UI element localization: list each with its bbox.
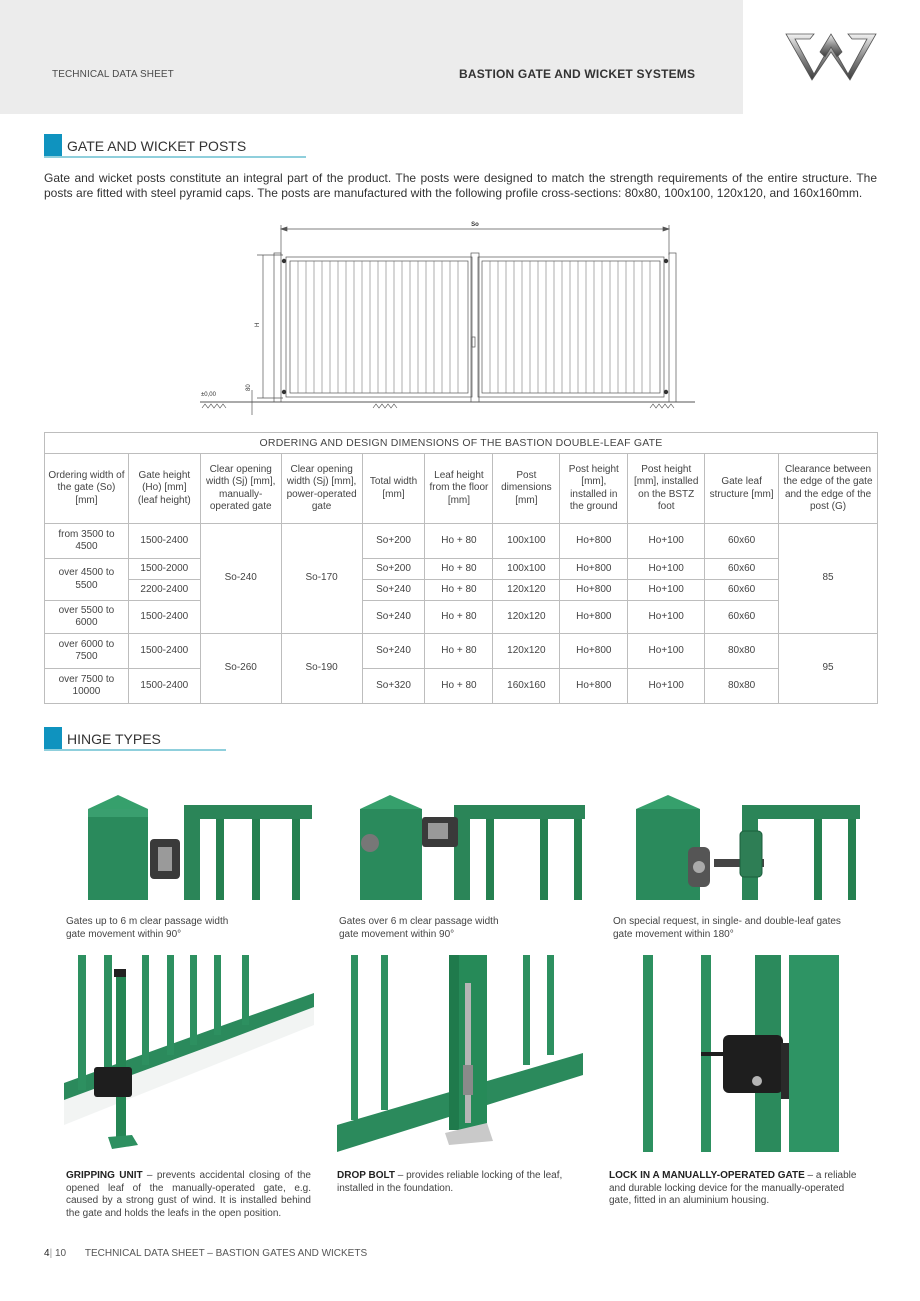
cell-leaf-height: Ho + 80 [425, 580, 493, 601]
cell-clear-opening-manual: So-260 [200, 634, 281, 704]
cell-ordering-width: from 3500 to 4500 [45, 524, 129, 559]
column-header: Clear opening width (Sj) [mm], power-operated gate [281, 454, 362, 524]
drop-bolt-photo [337, 955, 583, 1152]
cell-leaf-height: Ho + 80 [425, 559, 493, 580]
caption-line: Gates up to 6 m clear passage width [66, 916, 229, 927]
section-title-text: HINGE TYPES [67, 731, 161, 747]
cell-post-height-foot: Ho+100 [628, 559, 705, 580]
table-row [45, 559, 878, 580]
hinge-caption-1 [66, 916, 228, 941]
caption-line: gate movement within 90° [339, 928, 455, 940]
cell-gate-height: 1500-2000 [128, 559, 200, 580]
column-header: Ordering width of the gate (So) [mm] [45, 454, 129, 524]
column-header: Post height [mm], installed on the BSTZ foot [628, 454, 705, 524]
w-logo-icon [784, 30, 878, 82]
cell-leaf-structure: 60x60 [705, 559, 779, 580]
gate-lock-photo [635, 955, 845, 1152]
cell-post-height-ground: Ho+800 [560, 601, 628, 634]
drawing-height-label: H [255, 322, 261, 327]
section-accent-bar [44, 134, 62, 156]
caption-line: On special request, in single- and double-leaf gates [613, 916, 841, 927]
cell-ordering-width: over 5500 to 6000 [45, 601, 129, 634]
caption-line: gate movement within 90° [66, 928, 182, 940]
cell-post-dimensions: 120x120 [493, 580, 560, 601]
dimensions-table [44, 432, 878, 704]
table-row [45, 524, 878, 559]
cell-post-dimensions: 120x120 [493, 601, 560, 634]
gate-lock-description [609, 1170, 859, 1208]
accessory-text: – a reliable and durable locking device for the manually-operated gate, fitted in an aluminium housing. [609, 1170, 857, 1206]
page-footer [44, 1248, 367, 1259]
cell-ordering-width: over 6000 to 7500 [45, 634, 129, 669]
column-header: Clear opening width (Sj) [mm], manually-operated gate [200, 454, 281, 524]
gripping-unit-description [66, 1170, 311, 1220]
cell-leaf-structure: 80x80 [705, 634, 779, 669]
cell-leaf-structure: 60x60 [705, 601, 779, 634]
hinge-caption-2 [339, 916, 499, 941]
drawing-width-label: So [471, 222, 479, 228]
hinge-photo-90-large [340, 795, 585, 900]
header-doc-type: TECHNICAL DATA SHEET [52, 69, 174, 80]
hinge-caption-3 [613, 916, 841, 941]
cell-post-height-ground: Ho+800 [560, 559, 628, 580]
accessory-name: GRIPPING UNIT [66, 1170, 143, 1181]
cell-post-height-ground: Ho+800 [560, 580, 628, 601]
cell-clearance: 95 [779, 634, 878, 704]
cell-leaf-structure: 60x60 [705, 580, 779, 601]
cell-leaf-height: Ho + 80 [425, 601, 493, 634]
page-total: 10 [54, 1248, 67, 1259]
posts-intro-paragraph: Gate and wicket posts constitute an integral part of the product. The posts were designed to match the strength requirements of the entire structure. The posts are fitted with steel pyramid caps. The posts are manufactured with the following profile cross-sections: 80x80, 100x100, 120x120, and 160x160mm. [44, 171, 877, 200]
cell-post-dimensions: 120x120 [493, 634, 560, 669]
drawing-gap-label: 80 [246, 384, 252, 391]
header-title: BASTION GATE AND WICKET SYSTEMS [459, 67, 696, 81]
cell-total-width: So+320 [362, 669, 425, 704]
cell-clearance: 85 [779, 524, 878, 634]
column-header: Post height [mm], installed in the ground [560, 454, 628, 524]
section-title-text: GATE AND WICKET POSTS [67, 138, 247, 154]
cell-gate-height: 1500-2400 [128, 524, 200, 559]
accessory-name: DROP BOLT [337, 1170, 395, 1181]
caption-line: Gates over 6 m clear passage width [339, 916, 499, 927]
cell-post-height-foot: Ho+100 [628, 524, 705, 559]
cell-post-height-foot: Ho+100 [628, 634, 705, 669]
cell-clear-opening-power: So-190 [281, 634, 362, 704]
table-row [45, 669, 878, 704]
accessory-text: – provides reliable locking of the leaf, installed in the foundation. [337, 1170, 563, 1194]
section-underline [44, 749, 226, 751]
cell-total-width: So+240 [362, 634, 425, 669]
gripping-unit-photo [64, 955, 314, 1152]
cell-post-height-ground: Ho+800 [560, 524, 628, 559]
column-header: Clearance between the edge of the gate and the edge of the post (G) [779, 454, 878, 524]
cell-leaf-height: Ho + 80 [425, 669, 493, 704]
cell-post-height-foot: Ho+100 [628, 580, 705, 601]
cell-post-height-ground: Ho+800 [560, 669, 628, 704]
column-header: Leaf height from the floor [mm] [425, 454, 493, 524]
cell-clear-opening-power: So-170 [281, 524, 362, 634]
cell-leaf-structure: 80x80 [705, 669, 779, 704]
drop-bolt-description [337, 1170, 577, 1195]
cell-total-width: So+240 [362, 580, 425, 601]
drawing-level-label: ±0,00 [201, 392, 216, 398]
accessory-text: – prevents accidental closing of the opened leaf of the manually-operated gate, e.g. caused by a strong gust of wind. It is installed behind the gate and holds the leafs in the open position. [66, 1170, 311, 1219]
header-band [0, 0, 743, 114]
page-separator: | [49, 1248, 53, 1259]
footer-title: TECHNICAL DATA SHEET – BASTION GATES AND WICKETS [84, 1248, 368, 1259]
cell-post-height-foot: Ho+100 [628, 669, 705, 704]
cell-gate-height: 1500-2400 [128, 634, 200, 669]
section-underline [44, 156, 306, 158]
cell-clear-opening-manual: So-240 [200, 524, 281, 634]
section-title-hinges [44, 727, 226, 751]
table-row [45, 580, 878, 601]
cell-gate-height: 1500-2400 [128, 601, 200, 634]
cell-post-dimensions: 160x160 [493, 669, 560, 704]
cell-leaf-height: Ho + 80 [425, 634, 493, 669]
column-header: Post dimensions [mm] [493, 454, 560, 524]
cell-total-width: So+200 [362, 559, 425, 580]
cell-ordering-width: over 4500 to 5500 [45, 559, 129, 601]
hinge-photo-180 [614, 795, 860, 900]
cell-leaf-height: Ho + 80 [425, 524, 493, 559]
table-row [45, 601, 878, 634]
cell-total-width: So+240 [362, 601, 425, 634]
gate-technical-drawing [195, 215, 705, 415]
column-header: Gate height (Ho) [mm] (leaf height) [128, 454, 200, 524]
accessory-name: LOCK IN A MANUALLY-OPERATED GATE [609, 1170, 805, 1181]
column-header: Gate leaf structure [mm] [705, 454, 779, 524]
cell-post-dimensions: 100x100 [493, 524, 560, 559]
cell-total-width: So+200 [362, 524, 425, 559]
section-title-posts [44, 134, 306, 158]
cell-gate-height: 2200-2400 [128, 580, 200, 601]
cell-post-height-ground: Ho+800 [560, 634, 628, 669]
caption-line: gate movement within 180° [613, 928, 734, 940]
cell-post-height-foot: Ho+100 [628, 601, 705, 634]
cell-ordering-width: over 7500 to 10000 [45, 669, 129, 704]
cell-leaf-structure: 60x60 [705, 524, 779, 559]
section-accent-bar [44, 727, 62, 749]
table-row [45, 634, 878, 669]
table-caption: ORDERING AND DESIGN DIMENSIONS OF THE BASTION DOUBLE-LEAF GATE [45, 433, 878, 454]
cell-post-dimensions: 100x100 [493, 559, 560, 580]
hinge-photo-90-small [66, 795, 312, 900]
column-header: Total width [mm] [362, 454, 425, 524]
page-number: 4 [44, 1248, 50, 1259]
cell-gate-height: 1500-2400 [128, 669, 200, 704]
